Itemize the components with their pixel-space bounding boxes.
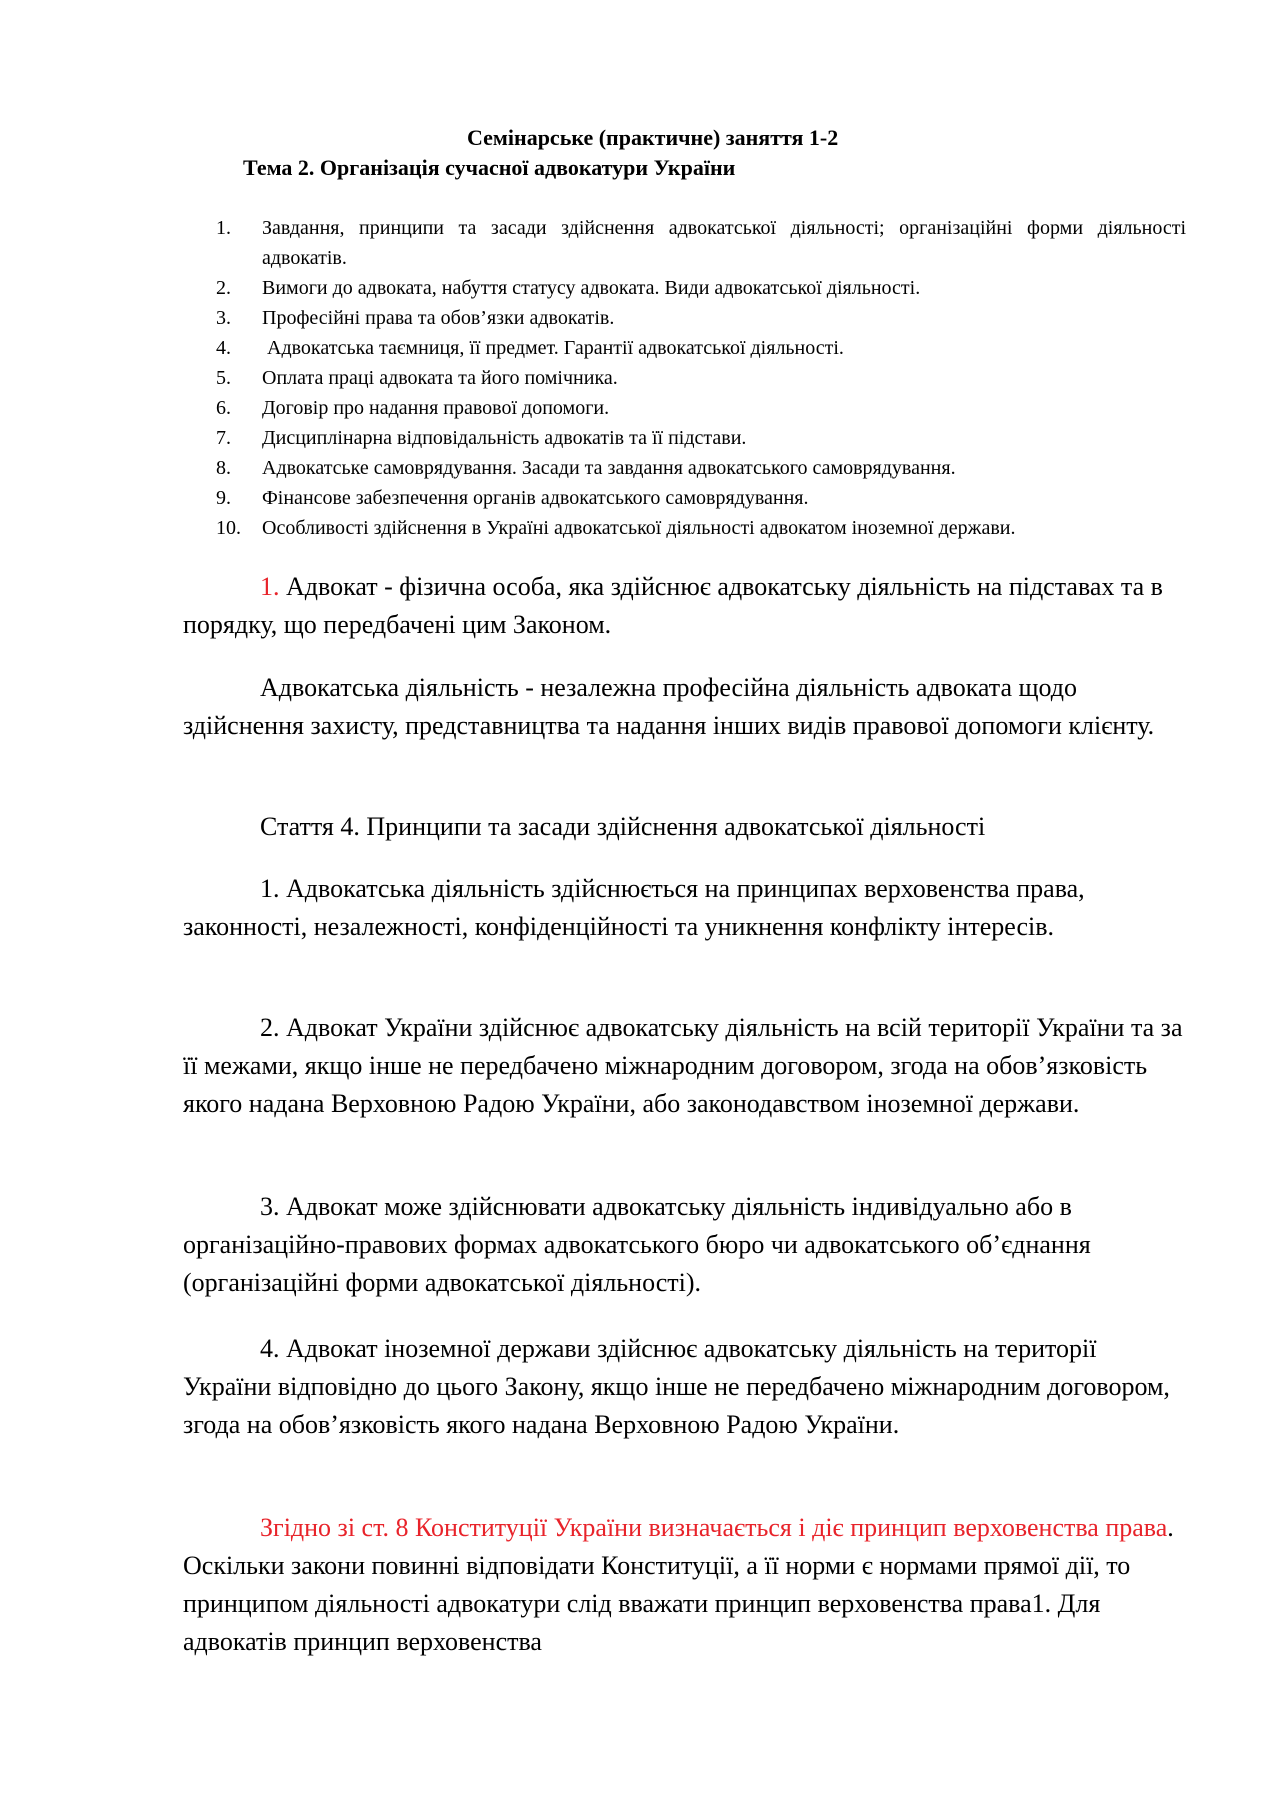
list-item-number: 9. [216, 487, 231, 509]
paragraph-advocate-definition [183, 568, 1185, 644]
page-subtitle: Тема 2. Організація сучасної адвокатури України [243, 155, 736, 180]
list-item [216, 363, 1186, 393]
list-item-number: 1. [216, 217, 231, 239]
paragraph-text: . Оскільки закони повинні відповідати Конституції, а її норми є нормами прямої дії, то принципом діяльності адвокатури слід вважати принцип верховенства права1. Для адвокатів принцип верховенства [183, 1513, 1174, 1656]
list-item-number: 8. [216, 457, 231, 479]
paragraph-point-2: 2. Адвокат України здійснює адвокатську діяльність на всій території України та за її межами, якщо інше не передбачено міжнародним договором, згода на обов’язковість якого надана Верховною Радою України, або законодавством іноземної держави. [183, 1013, 1183, 1118]
article-heading: Стаття 4. Принципи та засади здійснення адвокатської діяльності [260, 812, 986, 841]
paragraph-marker: 1. [260, 572, 280, 601]
list-item-text: Адвокатське самоврядування. Засади та завдання адвокатського самоврядування. [262, 457, 956, 479]
paragraph-point-4: 4. Адвокат іноземної держави здійснює адвокатську діяльність на території України відповідно до цього Закону, якщо інше не передбачено міжнародним договором, згода на обов’язковість якого надана Верховною Радою України. [183, 1334, 1170, 1439]
list-item-number: 7. [216, 427, 231, 449]
list-item-number: 6. [216, 397, 231, 419]
list-item [216, 483, 1186, 513]
list-item-text: Фінансове забезпечення органів адвокатського самоврядування. [262, 487, 809, 509]
highlighted-text: Згідно зі ст. 8 Конституції України визначається і діє принцип верховенства права [260, 1513, 1168, 1542]
paragraph-text: Адвокат - фізична особа, яка здійснює адвокатську діяльність на підставах та в порядку, що передбачені цим Законом. [183, 572, 1163, 639]
list-item-number: 4. [216, 337, 231, 359]
list-item [216, 453, 1186, 483]
paragraph-constitution [183, 1509, 1185, 1661]
list-item-number: 10. [216, 517, 241, 539]
list-item [216, 423, 1186, 453]
list-item-text: Оплата праці адвоката та його помічника. [262, 367, 618, 389]
list-item-text: Дисциплінарна відповідальність адвокатів та її підстави. [262, 427, 747, 449]
list-item-text: Вимоги до адвоката, набуття статусу адвоката. Види адвокатської діяльності. [262, 277, 921, 299]
list-item [216, 303, 1186, 333]
list-item-number: 3. [216, 307, 231, 329]
list-item-text: Особливості здійснення в Україні адвокатської діяльності адвокатом іноземної держави. [262, 517, 1016, 539]
list-item-number: 5. [216, 367, 231, 389]
list-item-text: Адвокатська таємниця, її предмет. Гарантії адвокатської діяльності. [262, 337, 844, 359]
page-title: Семінарське (практичне) заняття 1-2 [467, 125, 839, 150]
paragraph-point-3: 3. Адвокат може здійснювати адвокатську діяльність індивідуально або в організаційно-правових формах адвокатського бюро чи адвокатського об’єднання (організаційні форми адвокатської діяльності). [183, 1192, 1091, 1297]
paragraph-point-1: 1. Адвокатська діяльність здійснюється на принципах верховенства права, законності, незалежності, конфіденційності та уникнення конфлікту інтересів. [183, 874, 1085, 941]
paragraph-activity-definition: Адвокатська діяльність - незалежна професійна діяльність адвоката щодо здійснення захисту, представництва та надання інших видів правової допомоги клієнту. [183, 673, 1155, 740]
list-item [216, 213, 1186, 273]
list-item-text: Завдання, принципи та засади здійснення адвокатської діяльності; організаційні форми діяльності адвокатів. [262, 217, 1186, 269]
list-item [216, 273, 1186, 303]
list-item [216, 513, 1186, 543]
list-item-text: Професійні права та обов’язки адвокатів. [262, 307, 615, 329]
list-item-text: Договір про надання правової допомоги. [262, 397, 610, 419]
list-item-number: 2. [216, 277, 231, 299]
list-item [216, 393, 1186, 423]
list-item [216, 333, 1186, 363]
topics-list [216, 213, 1186, 543]
